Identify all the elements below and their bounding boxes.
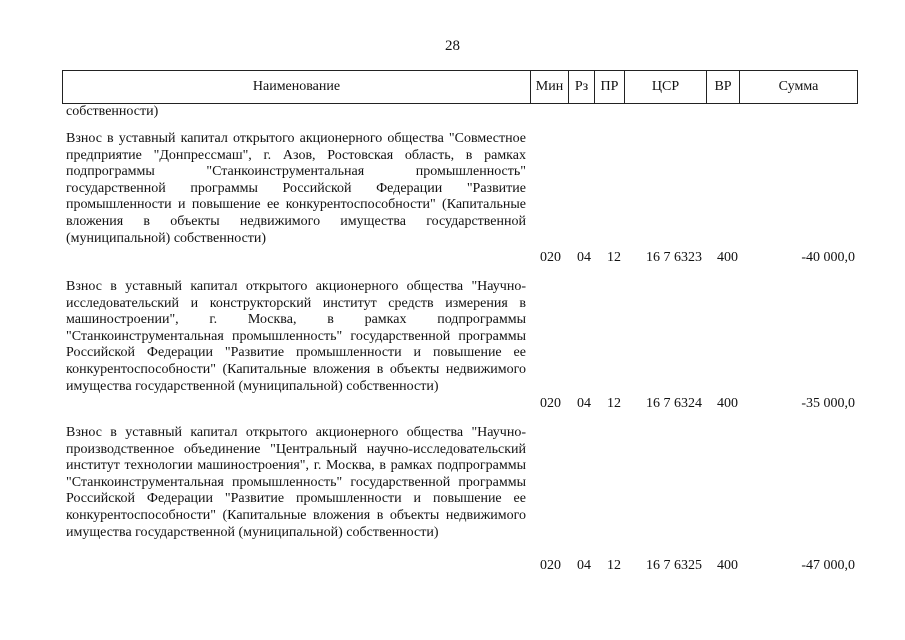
header-sum: Сумма [778,79,819,94]
header-rz: Рз [569,71,595,103]
row-rz: 04 [577,250,591,265]
header-name: Наименование [63,71,531,103]
row-vr: 400 [717,558,738,573]
row-csr: 16 7 6324 [646,396,702,411]
page-number: 28 [445,38,460,54]
row-vr: 400 [717,250,738,265]
row-min: 020 [540,558,561,573]
table-header [62,70,858,104]
header-vr: ВР [707,71,740,103]
row-min: 020 [540,396,561,411]
row-description: Взнос в уставный капитал открытого акционерного общества "Научно-производственное объединение "Центральный научно-исследовательский институт технологии машиностроения", г. Москва, в рамках подпрограммы "Станкоинструментальная промышленность" государственной программы Российской Федерации "Развитие промышленности и повышение ее конкурентоспособности" (Капитальные вложения в объекты недвижимого имущества государственной (муниципальной) собственности) [66,425,526,540]
row-min: 020 [540,250,561,265]
continuation-text: собственности) [66,104,159,119]
row-pr: 12 [607,250,621,265]
row-description: Взнос в уставный капитал открытого акционерного общества "Научно-исследовательский и конструкторский институт средств измерения в машиностроении", г. Москва, в рамках подпрограммы "Станкоинструментальная промышленность" государственной программы Российской Федерации "Развитие промышленности и повышение ее конкурентоспособности" (Капитальные вложения в объекты недвижимого имущества государственной (муниципальной) собственности) [66,279,526,394]
row-rz: 04 [577,558,591,573]
row-description: Взнос в уставный капитал открытого акционерного общества "Совместное предприятие "Донпрессмаш", г. Азов, Ростовская область, в рамках подпрограммы "Станкоинструментальная промышленность" государственной программы Российской Федерации "Развитие промышленности и повышение ее конкурентоспособности" (Капитальные вложения в объекты недвижимого имущества государственной (муниципальной) собственности) [66,131,526,246]
row-csr: 16 7 6325 [646,558,702,573]
row-csr: 16 7 6323 [646,250,702,265]
row-sum: -40 000,0 [801,250,855,265]
header-csr: ЦСР [625,71,707,103]
row-rz: 04 [577,396,591,411]
row-sum: -47 000,0 [801,558,855,573]
row-pr: 12 [607,558,621,573]
header-min: Мин [531,71,569,103]
row-sum: -35 000,0 [801,396,855,411]
header-pr: ПР [595,71,625,103]
row-vr: 400 [717,396,738,411]
row-pr: 12 [607,396,621,411]
